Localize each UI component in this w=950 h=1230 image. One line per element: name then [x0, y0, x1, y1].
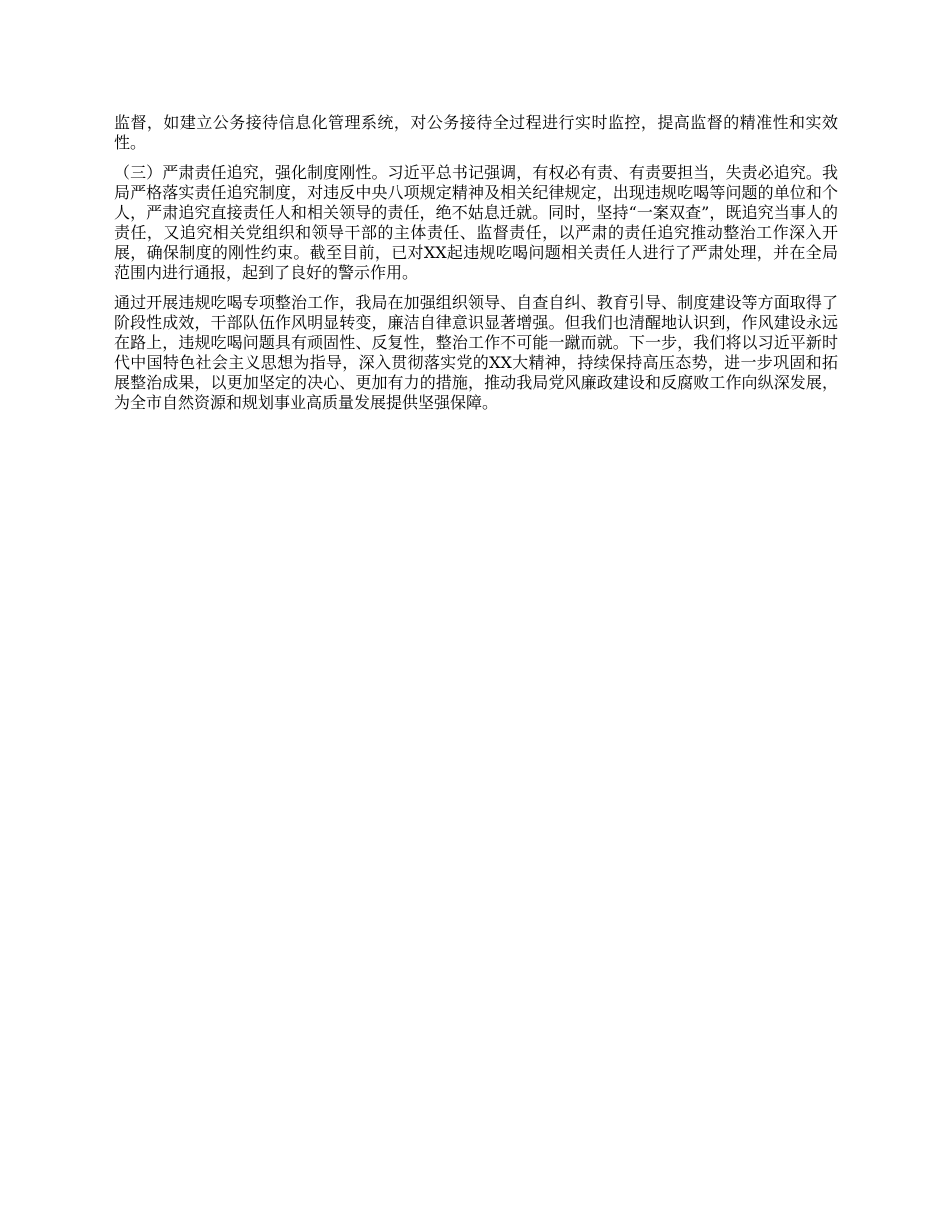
- paragraph-accountability: （三）严肃责任追究，强化制度刚性。习近平总书记强调，有权必有责、有责要担当，失责必追究。我局严格落实责任追究制度，对违反中央八项规定精神及相关纪律规定，出现违规吃喝等问题的单位和个人，严肃追究直接责任人和相关领导的责任，绝不姑息迁就。同时，坚持“一案双查”，既追究当事人的责任，又追究相关党组织和领导干部的主体责任、监督责任，以严肃的责任追究推动整治工作深入开展，确保制度的刚性约束。截至目前，已对XX起违规吃喝问题相关责任人进行了严肃处理，并在全局范围内进行通报，起到了良好的警示作用。: [114, 163, 838, 282]
- document-body: [114, 113, 838, 423]
- paragraph-supervision: 监督，如建立公务接待信息化管理系统，对公务接待全过程进行实时监控，提高监督的精准性和实效性。: [114, 113, 838, 152]
- paragraph-conclusion: 通过开展违规吃喝专项整治工作，我局在加强组织领导、自查自纠、教育引导、制度建设等方面取得了阶段性成效，干部队伍作风明显转变，廉洁自律意识显著增强。但我们也清醒地认识到，作风建设永远在路上，违规吃喝问题具有顽固性、反复性，整治工作不可能一蹴而就。下一步，我们将以习近平新时代中国特色社会主义思想为指导，深入贯彻落实党的XX大精神，持续保持高压态势，进一步巩固和拓展整治成果，以更加坚定的决心、更加有力的措施，推动我局党风廉政建设和反腐败工作向纵深发展，为全市自然资源和规划事业高质量发展提供坚强保障。: [114, 293, 838, 412]
